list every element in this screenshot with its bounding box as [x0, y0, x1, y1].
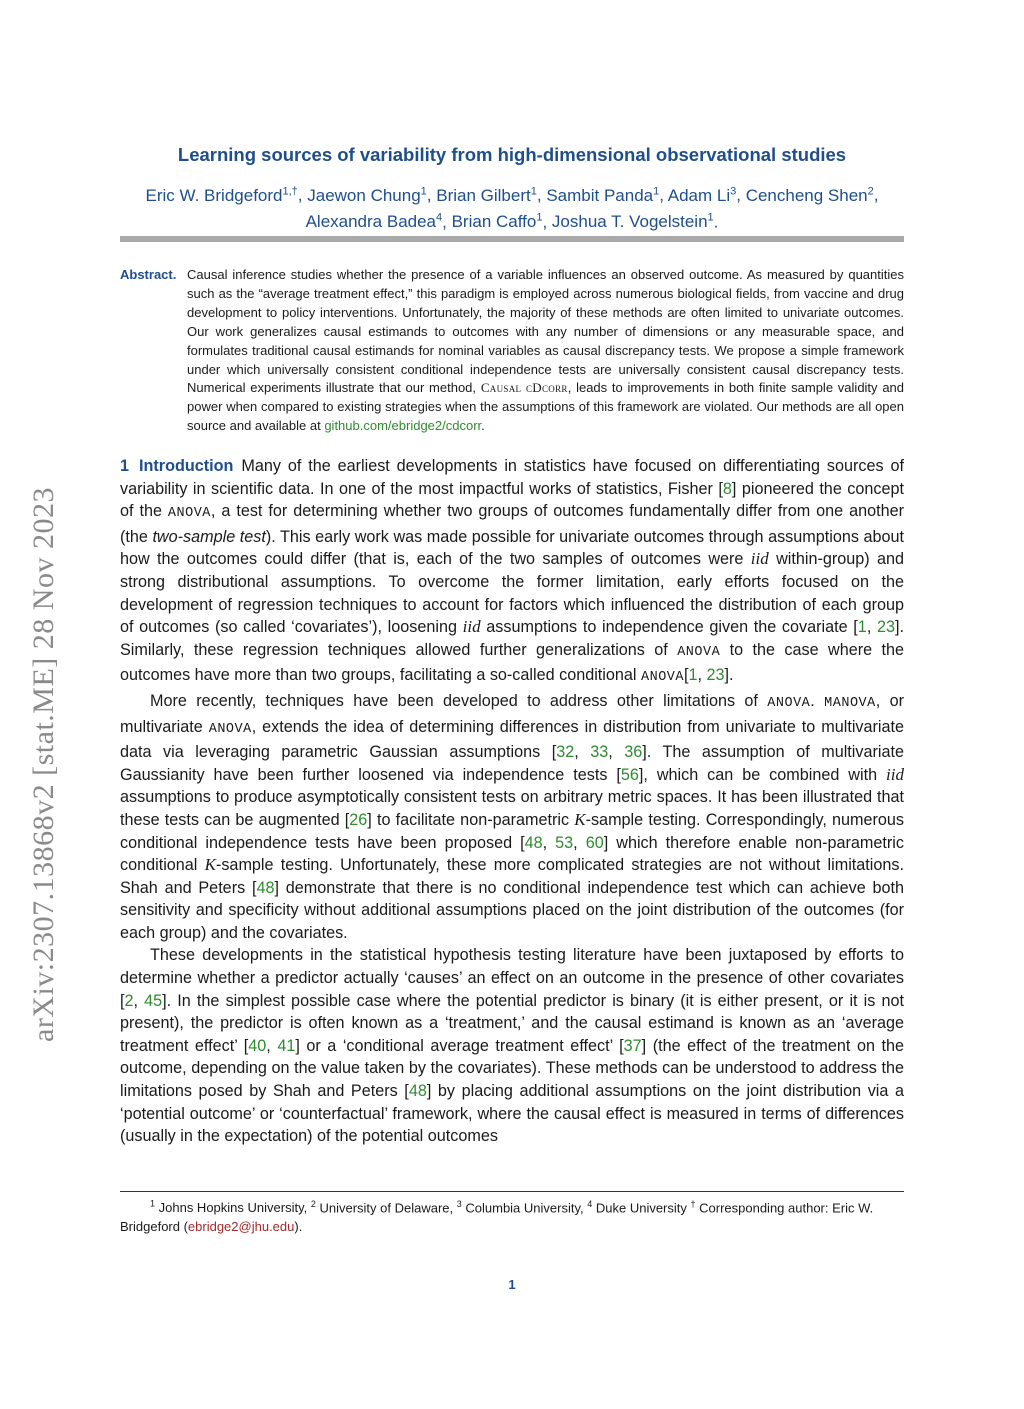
author: Adam Li$^3$ — [667, 185, 737, 205]
citation-link[interactable]: 2 — [124, 991, 134, 1010]
email-link[interactable]: ebridge2@jhu.edu — [187, 1219, 295, 1235]
citation-link[interactable]: 23 — [876, 618, 895, 637]
paragraph: 1 Introduction Many of the earliest developments in statistics have focused on differentiating sources of variability in scientific data. In one of the most impactful works of statistics, Fisher [8] pioneered the concept of the ANOVA, a test for determining whether two groups of outcomes fundamentally differ from one another (the two-sample test). This early work was made possible for univariate outcomes through assumptions about how the outcomes could differ (that is, each of the two samples of outcomes were iid within-group) and strong distributional assumptions. To overcome the former limitation, early efforts focused on the development of regression techniques to account for factors which influenced the distribution of each group of outcomes (so called ‘covariates’), loosening iid assumptions to independence given the covariate [1, 23]. Similarly, these regression techniques allowed further generalizations of ANOVA to the case where the outcomes have more than two groups, facilitating a so-called conditional ANOVA[1, 23]. — [120, 457, 905, 686]
paper-title: Learning sources of variability from high-dimensional observational studies — [177, 144, 847, 165]
citation-link[interactable]: 33 — [590, 743, 609, 762]
citation-link[interactable]: 40 — [248, 1036, 267, 1055]
citation-link[interactable]: 26 — [349, 810, 368, 829]
author: Jaewon Chung$^1$ — [307, 185, 427, 205]
citation-link[interactable]: 56 — [620, 765, 639, 784]
paragraph: These developments in the statistical hypothesis testing literature have been juxtaposed by efforts to determine whether a predictor actually ‘causes’ an effect on an outcome in the presence of other covariates [2, 45]. In the simplest possible case where the potential predictor is binary (it is either present, or it is not present), the predictor is often known as a ‘treatment,’ and the causal estimand is known as an ‘average treatment effect’ [40, 41] or a ‘conditional average treatment effect’ [37] (the effect of the treatment on the outcome, depending on the value taken by the covariates). These methods can be understood to address the limitations posed by Shah and Peters [48] by placing additional assumptions on the joint distribution via a ‘potential outcome’ or ‘counterfactual’ framework, where the causal effect is measured in terms of differences (usually in the expectation) of the potential outcomes — [120, 946, 904, 1146]
citation-link[interactable]: 36 — [624, 743, 643, 762]
citation-link[interactable]: 8 — [722, 479, 732, 498]
section-number: 1 — [120, 457, 130, 475]
citation-link[interactable]: 23 — [706, 666, 725, 685]
citation-link[interactable]: 48 — [256, 878, 275, 897]
author: Sambit Panda$^1$ — [546, 185, 660, 205]
citation-link[interactable]: 37 — [623, 1036, 642, 1055]
citation-link[interactable]: 1 — [857, 618, 867, 637]
citation-link[interactable]: 32 — [556, 743, 575, 762]
citation-link[interactable]: 53 — [555, 833, 574, 852]
citation-link[interactable]: 45 — [144, 991, 163, 1010]
abstract-label: Abstract. — [120, 267, 177, 282]
title-rule — [120, 236, 904, 242]
author: Brian Caffo$^1$ — [451, 211, 543, 232]
github-link[interactable]: github.com/ebridge2/cdcorr — [324, 418, 482, 434]
author-list: Eric W. Bridgeford$^{1,\dagger}$, Jaewon Chung$^1$, Brian Gilbert$^1$, Sambit Panda$^1$, Adam Li$^3$, Cencheng Shen$^2$, Alexandra Badea$^4$, Brian Caffo$^1$, Joshua T. Vogelstein$^1$. — [145, 185, 879, 232]
method-name: Causal cDcorr — [480, 380, 568, 396]
citation-link[interactable]: 1 — [688, 666, 698, 685]
arxiv-identifier: arXiv:2307.13868v2 [stat.ME] 28 Nov 2023 — [27, 487, 60, 1042]
paragraph: More recently, techniques have been developed to address other limitations of ANOVA. MANOVA, or multivariate ANOVA, extends the idea of determining differences in distribution from univariate to multivariate data via leveraging parametric Gaussian assumptions [32, 33, 36]. The assumption of multivariate Gaussianity have been further loosened via independence tests [56], which can be combined with iid assumptions to produce asymptotically consistent tests on arbitrary metric spaces. It has been illustrated that these tests can be augmented [26] to facilitate non-parametric K-sample testing. Correspondingly, numerous conditional independence tests have been proposed [48, 53, 60] which therefore enable non-parametric conditional K-sample testing. Unfortunately, these more complicated strategies are not without limitations. Shah and Peters [48] demonstrate that there is no conditional independence test which can achieve both sensitivity and specificity without additional assumptions placed on the joint distribution of the outcomes (for each group) and the covariates. — [120, 691, 905, 942]
page-number: 1 — [508, 1277, 516, 1292]
author: Eric W. Bridgeford$^{1,\dagger}$ — [145, 185, 298, 205]
section-introduction — [120, 455, 904, 1148]
citation-link[interactable]: 48 — [408, 1082, 427, 1101]
author: Joshua T. Vogelstein$^1$ — [551, 211, 714, 232]
author: Alexandra Badea$^4$ — [305, 211, 443, 232]
author: Brian Gilbert$^1$ — [436, 185, 537, 205]
abstract — [120, 266, 904, 436]
footnote-rule — [120, 1191, 904, 1192]
section-title: Introduction — [139, 457, 234, 475]
citation-link[interactable]: 60 — [585, 833, 604, 852]
citation-link[interactable]: 48 — [524, 833, 543, 852]
author: Cencheng Shen$^2$ — [745, 185, 874, 205]
citation-link[interactable]: 41 — [277, 1036, 296, 1055]
footnote: $^1$ Johns Hopkins University, $^2$ University of Delaware, $^3$ Columbia University, $^4$ Duke University † Corresponding author: Eric W. Bridgeford (ebridge2@jhu.edu). — [120, 1199, 874, 1235]
abstract-body: Causal inference studies whether the presence of a variable influences an observed outcome. As measured by quantities such as the “average treatment effect,” this paradigm is employed across numerous biological fields, from vaccine and drug development to policy interventions. Unfortunately, the majority of these methods are often limited to univariate outcomes. Our work generalizes causal estimands to outcomes with any number of dimensions or any measurable space, and formulates traditional causal estimands for nominal variables as causal discrepancy tests. We propose a simple framework under which universally consistent conditional independence tests are universally consistent causal discrepancy tests. Numerical experiments illustrate that our method, Causal cDcorr, leads to improvements in both finite sample validity and power when compared to existing strategies when the assumptions of this framework are violated. Our methods are all open source and available at github.com/ebridge2/cdcorr. — [187, 267, 905, 434]
